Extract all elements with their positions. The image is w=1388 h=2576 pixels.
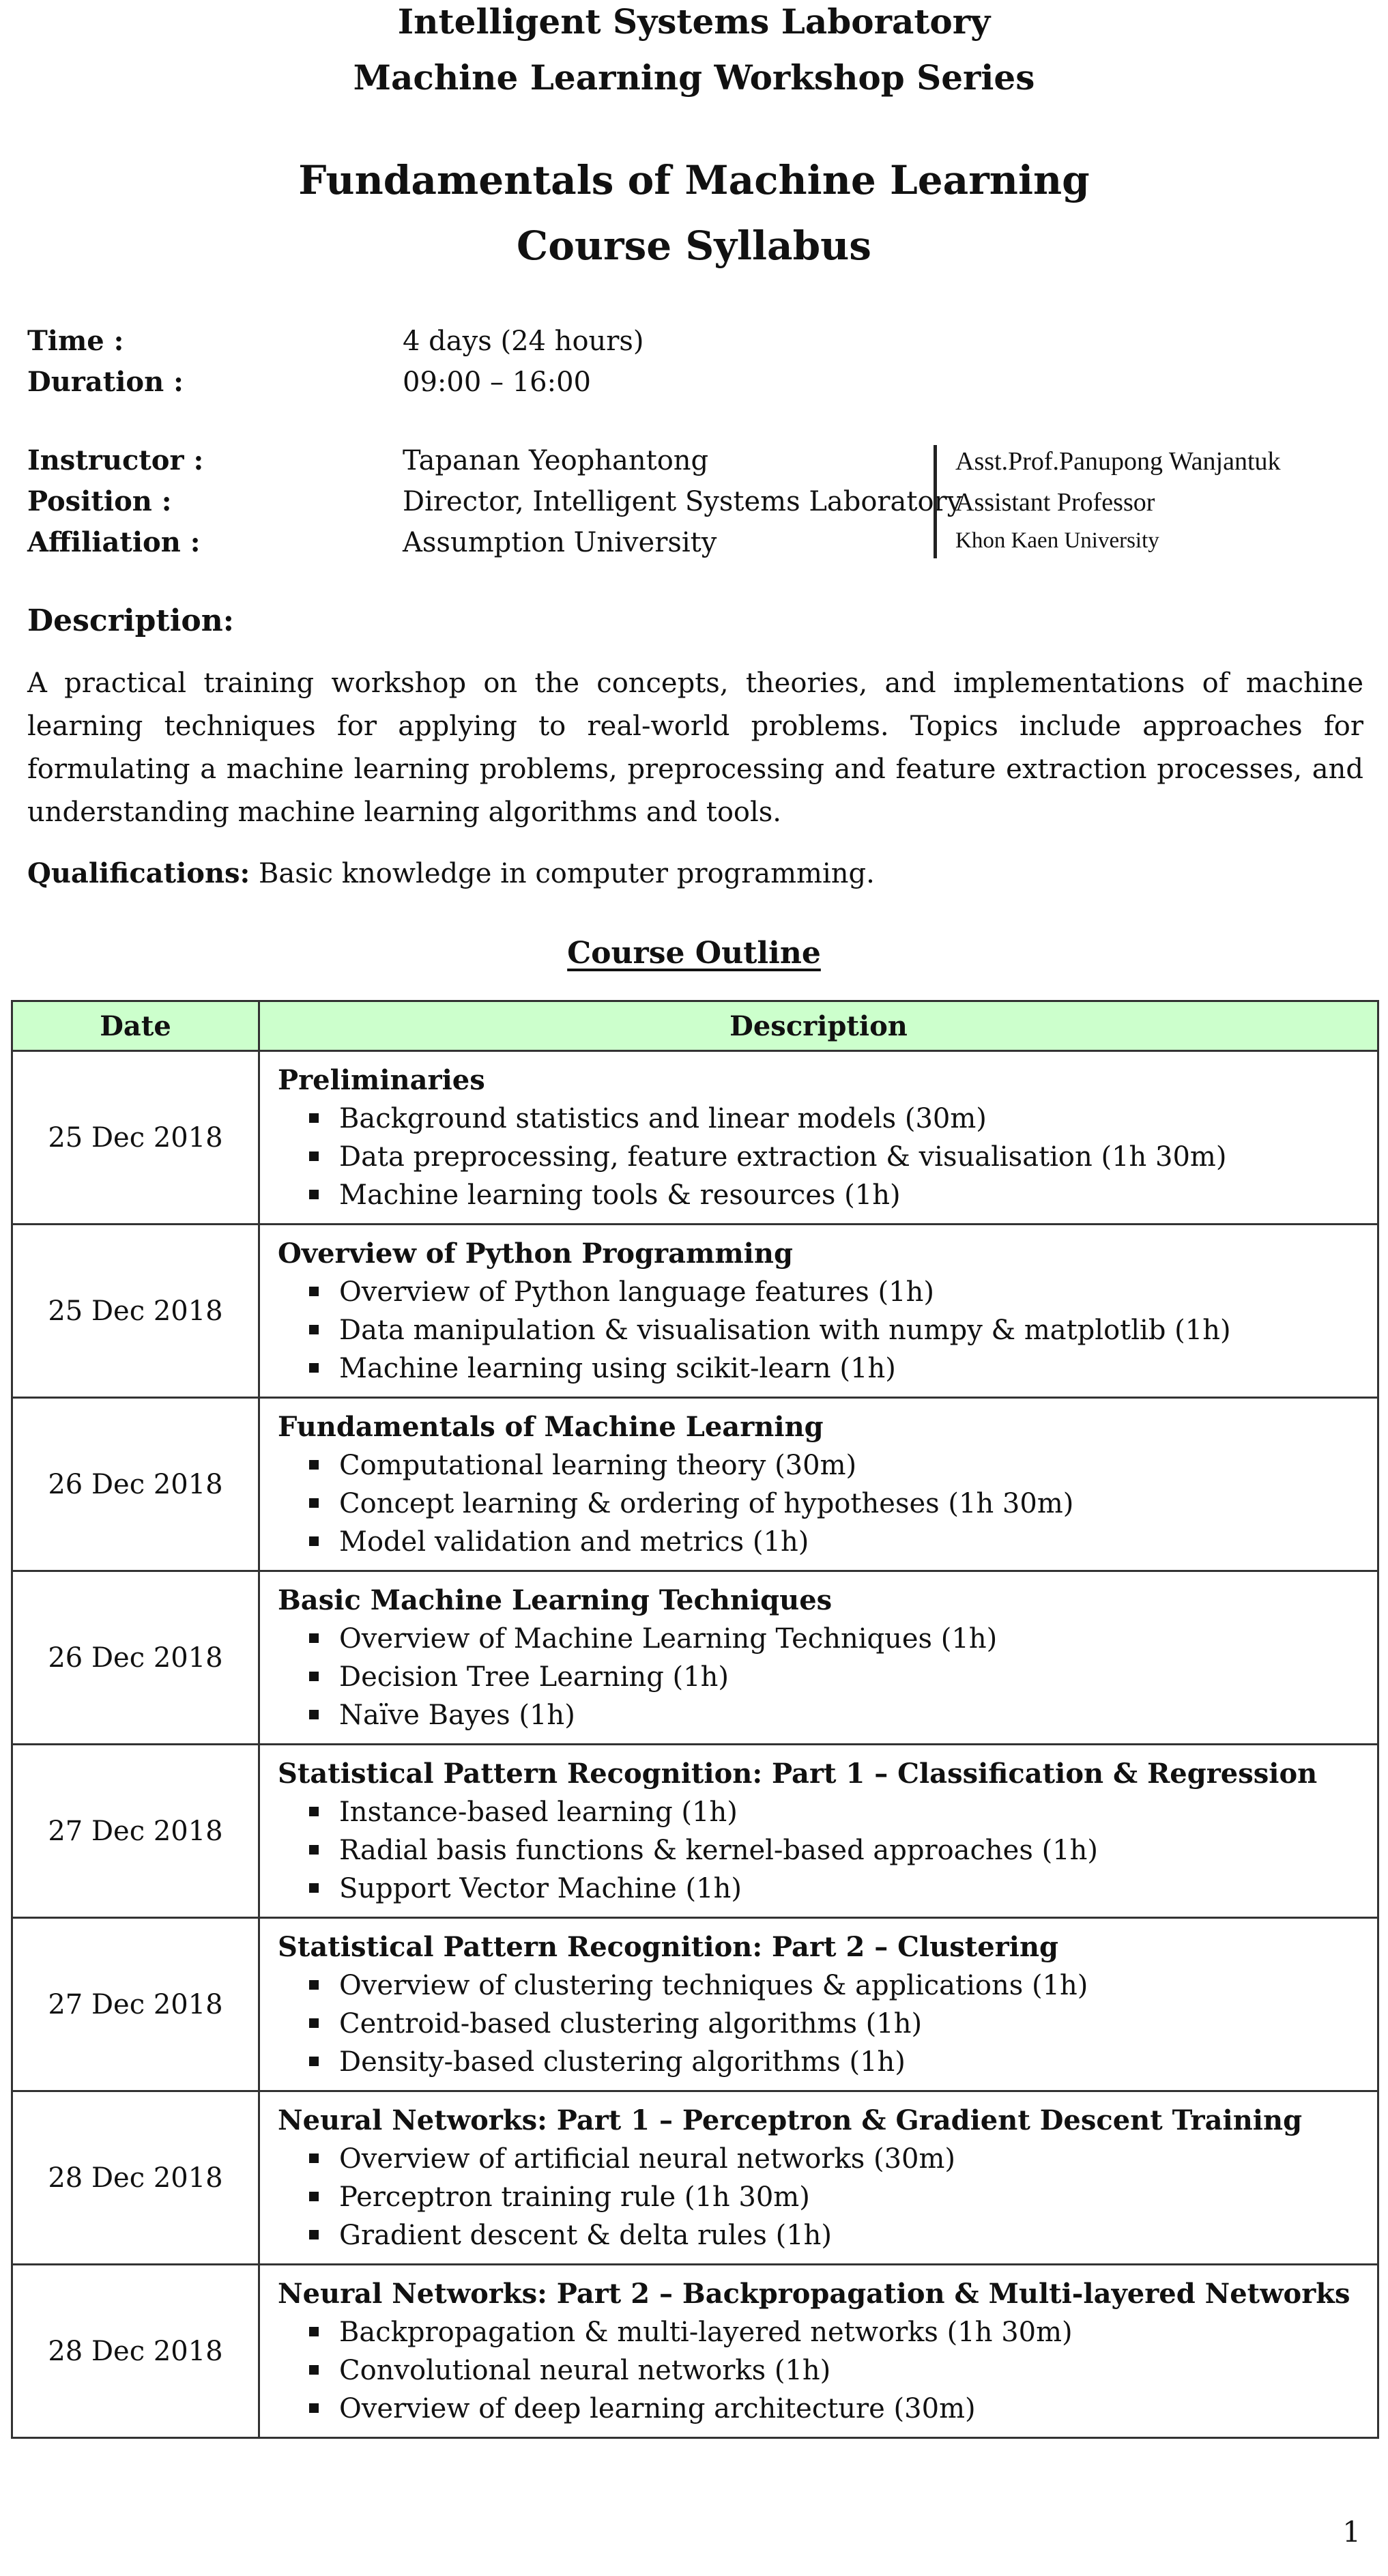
list-item <box>339 2216 1377 2255</box>
topic-text: Overview of Machine Learning Techniques (1h) <box>339 1622 998 1655</box>
square-bullet-icon <box>309 2018 319 2028</box>
co-instructor-divider <box>934 445 937 558</box>
list-item <box>339 1696 1377 1734</box>
list-item <box>339 1100 1377 1138</box>
topic-list <box>278 2313 1377 2428</box>
duration-label: Duration : <box>27 366 184 398</box>
topic-text: Overview of artificial neural networks (30m) <box>339 2143 956 2175</box>
table-row <box>12 1918 1378 2091</box>
topic-text: Centroid-based clustering algorithms (1h) <box>339 2007 923 2040</box>
session-description <box>259 2265 1378 2438</box>
list-item <box>339 2313 1377 2351</box>
list-item <box>339 1176 1377 1214</box>
list-item <box>339 1349 1377 1388</box>
topic-text: Naïve Bayes (1h) <box>339 1699 575 1731</box>
list-item <box>339 2390 1377 2428</box>
list-item <box>339 2043 1377 2081</box>
topic-list <box>278 1446 1377 1561</box>
table-row <box>12 1745 1378 1918</box>
square-bullet-icon <box>309 1151 319 1161</box>
topic-text: Density-based clustering algorithms (1h) <box>339 2046 906 2078</box>
topic-text: Overview of clustering techniques & applications (1h) <box>339 1969 1088 2001</box>
session-title: Statistical Pattern Recognition: Part 1 – Classification & Regression <box>278 1757 1318 1790</box>
session-description <box>259 1571 1378 1745</box>
session-description <box>259 1745 1378 1918</box>
table-row <box>12 2265 1378 2438</box>
square-bullet-icon <box>309 1807 319 1816</box>
square-bullet-icon <box>309 1710 319 1719</box>
square-bullet-icon <box>309 1325 319 1334</box>
topic-text: Concept learning & ordering of hypotheses (1h 30m) <box>339 1487 1074 1519</box>
session-date: 25 Dec 2018 <box>12 1225 259 1398</box>
instructor-value: Tapanan Yeophantong <box>403 445 709 476</box>
session-title: Basic Machine Learning Techniques <box>278 1584 833 1616</box>
list-item <box>339 1793 1377 1831</box>
session-description <box>259 1918 1378 2091</box>
affiliation-label: Affiliation : <box>27 526 201 558</box>
description-heading: Description: <box>27 603 234 638</box>
list-item <box>339 1446 1377 1485</box>
session-date: 28 Dec 2018 <box>12 2265 259 2438</box>
topic-text: Decision Tree Learning (1h) <box>339 1661 729 1693</box>
qualifications-label: Qualifications: <box>27 857 250 889</box>
list-item <box>339 2178 1377 2216</box>
topic-list <box>278 1100 1377 1214</box>
table-row <box>12 1398 1378 1571</box>
square-bullet-icon <box>309 1190 319 1199</box>
description-text: A practical training workshop on the concepts, theories, and implementations of machine learning techniques for applying to real-world problems. Topics include approaches for formulating a machine learning problems, preprocessing and feature extraction processes, and understanding machine learning algorithms and tools. <box>27 668 1363 828</box>
square-bullet-icon <box>309 2365 319 2375</box>
session-description <box>259 2091 1378 2265</box>
co-instructor-name: Asst.Prof.Panupong Wanjantuk <box>955 447 1281 476</box>
list-item <box>339 1658 1377 1696</box>
topic-list <box>278 2140 1377 2255</box>
course-title: Fundamentals of Machine Learning <box>298 157 1090 203</box>
square-bullet-icon <box>309 2057 319 2066</box>
list-item <box>339 1273 1377 1311</box>
topic-text: Data preprocessing, feature extraction & visualisation (1h 30m) <box>339 1141 1227 1173</box>
list-item <box>339 1831 1377 1870</box>
topic-text: Overview of Python language features (1h) <box>339 1276 934 1308</box>
topic-text: Instance-based learning (1h) <box>339 1796 738 1828</box>
square-bullet-icon <box>309 1460 319 1470</box>
session-title: Overview of Python Programming <box>278 1237 793 1270</box>
session-description <box>259 1398 1378 1571</box>
session-title: Statistical Pattern Recognition: Part 2 – Clustering <box>278 1930 1059 1963</box>
topic-text: Machine learning using scikit-learn (1h) <box>339 1352 896 1384</box>
table-row <box>12 1571 1378 1745</box>
topic-text: Convolutional neural networks (1h) <box>339 2354 831 2386</box>
list-item <box>339 2005 1377 2043</box>
lab-name: Intelligent Systems Laboratory <box>397 1 991 42</box>
co-instructor-position: Assistant Professor <box>955 488 1155 517</box>
square-bullet-icon <box>309 2153 319 2163</box>
topic-text: Overview of deep learning architecture (30m) <box>339 2392 976 2424</box>
topic-text: Gradient descent & delta rules (1h) <box>339 2219 833 2251</box>
square-bullet-icon <box>309 1363 319 1373</box>
topic-list <box>278 1273 1377 1388</box>
topic-list <box>278 1793 1377 1908</box>
position-value: Director, Intelligent Systems Laboratory <box>403 486 963 517</box>
square-bullet-icon <box>309 2403 319 2413</box>
square-bullet-icon <box>309 1113 319 1123</box>
topic-text: Radial basis functions & kernel-based approaches (1h) <box>339 1834 1099 1866</box>
course-outline-title <box>0 930 1388 977</box>
topic-text: Data manipulation & visualisation with numpy & matplotlib (1h) <box>339 1314 1231 1346</box>
list-item <box>339 2351 1377 2390</box>
list-item <box>339 1870 1377 1908</box>
session-title: Preliminaries <box>278 1063 485 1096</box>
duration-value: 09:00 – 16:00 <box>403 367 591 398</box>
square-bullet-icon <box>309 1980 319 1990</box>
topic-text: Model validation and metrics (1h) <box>339 1526 809 1558</box>
time-label: Time : <box>27 325 124 357</box>
session-date: 26 Dec 2018 <box>12 1398 259 1571</box>
list-item <box>339 1620 1377 1658</box>
instructor-label: Instructor : <box>27 444 204 476</box>
session-description <box>259 1225 1378 1398</box>
topic-list <box>278 1966 1377 2081</box>
course-outline-table <box>11 1000 1379 2439</box>
topic-text: Machine learning tools & resources (1h) <box>339 1179 901 1211</box>
list-item <box>339 1485 1377 1523</box>
table-row <box>12 2091 1378 2265</box>
topic-text: Perceptron training rule (1h 30m) <box>339 2181 810 2213</box>
square-bullet-icon <box>309 1498 319 1508</box>
square-bullet-icon <box>309 1672 319 1681</box>
list-item <box>339 2140 1377 2178</box>
list-item <box>339 1311 1377 1349</box>
affiliation-value: Assumption University <box>403 527 717 558</box>
position-label: Position : <box>27 485 172 517</box>
page-number: 1 <box>1342 2515 1361 2549</box>
co-instructor-affiliation: Khon Kaen University <box>955 528 1159 553</box>
session-date: 25 Dec 2018 <box>12 1051 259 1225</box>
topic-text: Support Vector Machine (1h) <box>339 1872 742 1904</box>
document-type: Course Syllabus <box>517 223 871 269</box>
list-item <box>339 1138 1377 1176</box>
square-bullet-icon <box>309 1845 319 1855</box>
list-item <box>339 1523 1377 1561</box>
session-date: 27 Dec 2018 <box>12 1918 259 2091</box>
session-date: 26 Dec 2018 <box>12 1571 259 1745</box>
workshop-series: Machine Learning Workshop Series <box>353 57 1035 98</box>
table-row <box>12 1051 1378 1225</box>
session-description <box>259 1051 1378 1225</box>
square-bullet-icon <box>309 2327 319 2336</box>
course-outline-title-text: Course Outline <box>567 936 821 971</box>
square-bullet-icon <box>309 1883 319 1893</box>
table-header-row <box>12 1001 1378 1051</box>
session-title: Fundamentals of Machine Learning <box>278 1410 824 1443</box>
qualifications-text: Basic knowledge in computer programming. <box>250 858 875 889</box>
session-date: 28 Dec 2018 <box>12 2091 259 2265</box>
session-title: Neural Networks: Part 1 – Perceptron & Gradient Descent Training <box>278 2104 1303 2136</box>
topic-list <box>278 1620 1377 1734</box>
table-row <box>12 1225 1378 1398</box>
square-bullet-icon <box>309 1536 319 1546</box>
description-column-header: Description <box>259 1001 1378 1051</box>
qualifications <box>27 853 875 894</box>
list-item <box>339 1966 1377 2005</box>
topic-text: Computational learning theory (30m) <box>339 1449 857 1481</box>
square-bullet-icon <box>309 2192 319 2201</box>
session-title: Neural Networks: Part 2 – Backpropagation & Multi-layered Networks <box>278 2277 1350 2310</box>
date-column-header: Date <box>12 1001 259 1051</box>
square-bullet-icon <box>309 1633 319 1643</box>
topic-text: Background statistics and linear models (30m) <box>339 1102 987 1134</box>
square-bullet-icon <box>309 2230 319 2239</box>
square-bullet-icon <box>309 1287 319 1296</box>
time-value: 4 days (24 hours) <box>403 326 644 357</box>
session-date: 27 Dec 2018 <box>12 1745 259 1918</box>
topic-text: Backpropagation & multi-layered networks (1h 30m) <box>339 2316 1073 2348</box>
